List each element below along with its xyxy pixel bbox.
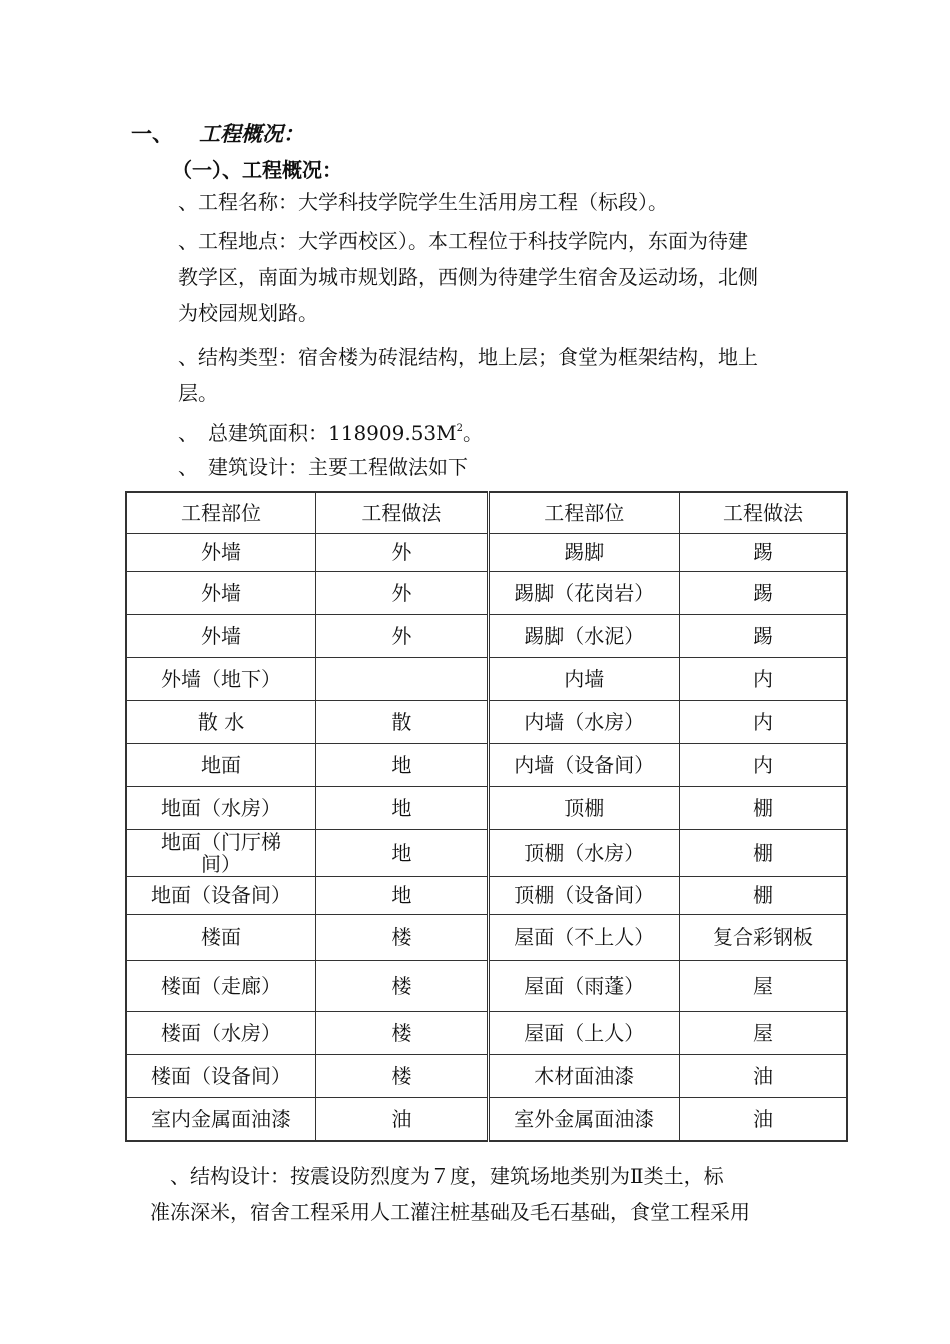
table-cell: 外墙（地下）	[126, 657, 316, 700]
text-line: 、工程地点：大学西校区）。本工程位于科技学院内，东面为待建	[178, 229, 748, 253]
table-cell: 内墙	[488, 657, 679, 700]
table-cell: 踢	[680, 614, 848, 657]
table-cell: 棚	[680, 786, 848, 829]
table-cell: 楼	[316, 960, 488, 1011]
table-cell: 内墙（设备间）	[488, 743, 679, 786]
table-row	[126, 1011, 847, 1054]
table-cell	[316, 657, 488, 700]
text-line: 、结构设计：按震设防烈度为７度，建筑场地类别为Ⅱ类土，标	[150, 1164, 724, 1188]
table-cell: 木材面油漆	[488, 1054, 679, 1097]
table-cell: 内	[680, 657, 848, 700]
table-row	[126, 829, 847, 876]
table-cell: 楼面	[126, 914, 316, 960]
table-cell: 踢	[680, 571, 848, 614]
table-row	[126, 1097, 847, 1141]
table-cell: 楼面（走廊）	[126, 960, 316, 1011]
table-cell: 屋面（不上人）	[488, 914, 679, 960]
table-header-row	[126, 492, 847, 533]
table-cell: 油	[316, 1097, 488, 1141]
table-cell: 地	[316, 876, 488, 914]
text-line: 为校园规划路。	[178, 301, 318, 325]
table-cell: 棚	[680, 829, 848, 876]
table-cell: 楼	[316, 1011, 488, 1054]
header-cell: 工程部位	[126, 492, 316, 533]
table-row	[126, 533, 847, 571]
table-cell: 地面（门厅梯间）	[126, 829, 316, 876]
table-row	[126, 700, 847, 743]
table-cell: 地面（设备间）	[126, 876, 316, 914]
table-cell: 地	[316, 743, 488, 786]
subsection-heading: （一）、工程概况：	[172, 158, 342, 182]
table-row	[126, 786, 847, 829]
text-line: 教学区，南面为城市规划路，西侧为待建学生宿舍及运动场，北侧	[178, 265, 758, 289]
table-cell: 棚	[680, 876, 848, 914]
table-cell: 复合彩钢板	[680, 914, 848, 960]
table-cell: 地面	[126, 743, 316, 786]
area-suffix: 。	[463, 421, 484, 445]
table-cell: 外墙	[126, 571, 316, 614]
section-title: 工程概况：	[199, 121, 304, 146]
table-cell: 楼	[316, 1054, 488, 1097]
table-cell: 楼	[316, 914, 488, 960]
construction-methods-table	[125, 491, 848, 1142]
table-row	[126, 914, 847, 960]
structural-design-paragraph	[150, 1158, 750, 1230]
table-cell: 内	[680, 743, 848, 786]
table-cell: 地	[316, 786, 488, 829]
table-cell: 屋面（雨蓬）	[488, 960, 679, 1011]
header-cell: 工程做法	[680, 492, 848, 533]
section-number: 一、	[131, 121, 173, 146]
table-cell: 地	[316, 829, 488, 876]
table-cell: 顶棚	[488, 786, 679, 829]
architectural-design-paragraph: 、 建筑设计：主要工程做法如下	[178, 455, 468, 479]
table-cell: 踢脚（水泥）	[488, 614, 679, 657]
table-row	[126, 614, 847, 657]
table-cell: 室外金属面油漆	[488, 1097, 679, 1141]
table-row	[126, 1054, 847, 1097]
table-cell: 楼面（设备间）	[126, 1054, 316, 1097]
total-area-paragraph	[178, 411, 483, 451]
table-cell: 踢脚	[488, 533, 679, 571]
table-cell: 顶棚（水房）	[488, 829, 679, 876]
table-cell: 顶棚（设备间）	[488, 876, 679, 914]
table-cell: 踢脚（花岗岩）	[488, 571, 679, 614]
table-cell: 地面（水房）	[126, 786, 316, 829]
table-cell: 屋面（上人）	[488, 1011, 679, 1054]
table-row	[126, 960, 847, 1011]
table-cell: 内墙（水房）	[488, 700, 679, 743]
table-cell: 散 水	[126, 700, 316, 743]
table-cell: 油	[680, 1097, 848, 1141]
table-cell: 外	[316, 571, 488, 614]
table-cell: 屋	[680, 1011, 848, 1054]
table-cell: 踢	[680, 533, 848, 571]
table-cell: 散	[316, 700, 488, 743]
section-heading	[131, 118, 304, 148]
structure-type-paragraph	[178, 339, 758, 411]
table-row	[126, 743, 847, 786]
table-body	[126, 492, 847, 1141]
table-cell: 室内金属面油漆	[126, 1097, 316, 1141]
table-cell: 外	[316, 614, 488, 657]
table-row	[126, 876, 847, 914]
table-cell: 屋	[680, 960, 848, 1011]
table-cell: 外	[316, 533, 488, 571]
table-row	[126, 571, 847, 614]
text-line: 层。	[178, 381, 218, 405]
text-line: 、结构类型：宿舍楼为砖混结构，地上层；食堂为框架结构，地上	[178, 345, 758, 369]
table-cell: 外墙	[126, 614, 316, 657]
area-superscript: 2	[456, 423, 464, 434]
project-location-paragraph	[178, 223, 758, 331]
area-text: 、 总建筑面积：118909.53M	[178, 421, 457, 445]
table-cell: 楼面（水房）	[126, 1011, 316, 1054]
table-cell: 外墙	[126, 533, 316, 571]
table-cell: 内	[680, 700, 848, 743]
header-cell: 工程做法	[316, 492, 488, 533]
table-row	[126, 657, 847, 700]
header-cell: 工程部位	[488, 492, 679, 533]
project-name-paragraph: 、工程名称：大学科技学院学生生活用房工程（标段）。	[178, 190, 668, 214]
text-line: 准冻深米，宿舍工程采用人工灌注桩基础及毛石基础，食堂工程采用	[150, 1200, 750, 1224]
table-cell: 油	[680, 1054, 848, 1097]
